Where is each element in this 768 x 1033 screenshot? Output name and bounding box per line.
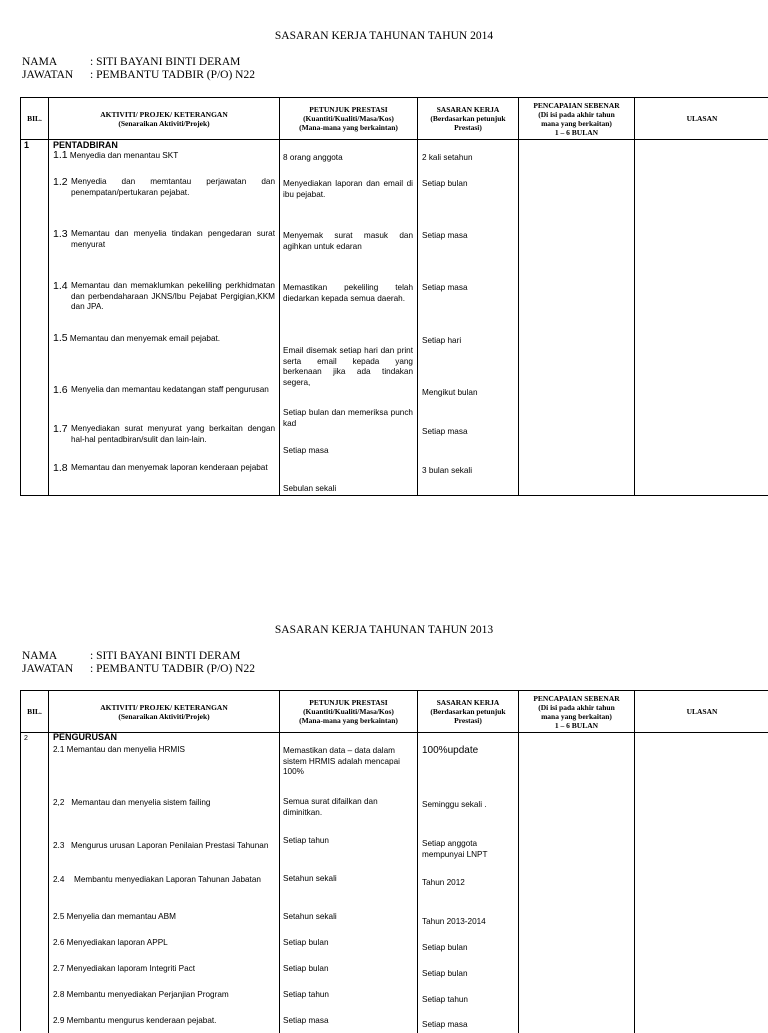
activity-item: 1.6 Menyelia dan memantau kedatangan staff pengurusan bbox=[53, 384, 269, 396]
indicator-cell: Memastikan pekeliling telah diedarkan kepada semua daerah. bbox=[283, 283, 413, 303]
indicator-cell: Setahun sekali bbox=[283, 874, 337, 883]
col-divider bbox=[518, 733, 519, 1033]
activity-item: 2.4 Membantu menyediakan Laporan Tahunan Jabatan bbox=[53, 875, 261, 884]
activity-item: 2.7 Menyediakan laporam Integriti Pact bbox=[53, 964, 196, 973]
activity-item: 2.3 Mengurus urusan Laporan Penilaian Prestasi Tahunan bbox=[53, 841, 269, 850]
target-cell: Tahun 2012 bbox=[422, 878, 465, 887]
section-title: PENTADBIRAN bbox=[53, 140, 118, 150]
activity-item: 2.5 Menyelia dan memantau ABM bbox=[53, 912, 176, 921]
indicator-cell: Email disemak setiap hari dan print serta email kepada yang berkenaan jika ada tindakan segera, bbox=[283, 346, 413, 387]
jawatan-line-2013 bbox=[22, 663, 255, 676]
indicator-cell: Menyediakan laporan dan email di ibu pejabat. bbox=[283, 179, 413, 199]
indicator-cell: Setahun sekali bbox=[283, 912, 337, 921]
indicator-cell: Setiap bulan bbox=[283, 938, 329, 947]
target-cell: Tahun 2013-2014 bbox=[422, 917, 486, 926]
nama-label: NAMA bbox=[22, 56, 58, 68]
indicator-cell: Sebulan sekali bbox=[283, 484, 337, 493]
target-cell: 100%update bbox=[422, 745, 479, 756]
target-cell: Setiap masa bbox=[422, 283, 468, 292]
activity-item: 2.1 Memantau dan menyelia HRMIS bbox=[53, 745, 185, 754]
header-ulasan: ULASAN bbox=[635, 98, 768, 140]
indicator-cell: Setiap bulan bbox=[283, 964, 329, 973]
jawatan-value: : PEMBANTU TADBIR (P/O) N22 bbox=[90, 69, 255, 81]
target-cell: 3 bulan sekali bbox=[422, 466, 473, 475]
col-divider bbox=[518, 140, 519, 495]
col-divider bbox=[634, 140, 635, 495]
col-divider bbox=[279, 733, 280, 1033]
doc-title-2014: SASARAN KERJA TAHUNAN TAHUN 2014 bbox=[274, 30, 494, 42]
col-divider bbox=[417, 733, 418, 1033]
header-pencapaian: PENCAPAIAN SEBENAR (Di isi pada akhir tahun mana yang berkaitan) 1 – 6 BULAN bbox=[519, 98, 635, 140]
indicator-cell: Setiap masa bbox=[283, 1016, 329, 1025]
activity-item: 2,2 Memantau dan menyelia sistem failing bbox=[53, 798, 211, 807]
section-title: PENGURUSAN bbox=[53, 732, 118, 742]
nama-line-2013 bbox=[22, 650, 240, 663]
target-cell: Setiap masa bbox=[422, 1020, 468, 1029]
target-cell: Seminggu sekali . bbox=[422, 800, 487, 809]
activity-item: 1.2 Menyedia dan memtantau perjawatan dan penempatan/pertukaran pejabat. bbox=[53, 176, 275, 197]
activity-item: 1.8 Memantau dan menyemak laporan kenderaan pejabat bbox=[53, 462, 268, 474]
col-divider bbox=[48, 140, 49, 495]
indicator-cell: 8 orang anggota bbox=[283, 153, 343, 162]
section-number: 1 bbox=[24, 140, 30, 150]
header-ulasan: ULASAN bbox=[635, 691, 768, 733]
section-number: 2 bbox=[24, 735, 28, 742]
col-divider bbox=[634, 733, 635, 1033]
col-divider bbox=[48, 733, 49, 1033]
header-aktiviti: AKTIVITI/ PROJEK/ KETERANGAN (Senaraikan Aktiviti/Projek) bbox=[49, 98, 280, 140]
header-petunjuk: PETUNJUK PRESTASI (Kuantiti/Kualiti/Masa/Kos) (Mana-mana yang berkaintan) bbox=[280, 98, 418, 140]
activity-item: 2.9 Membantu mengurus kenderaan pejabat. bbox=[53, 1016, 217, 1025]
target-cell: Setiap bulan bbox=[422, 943, 468, 952]
col-divider bbox=[279, 140, 280, 495]
indicator-cell: Setiap masa bbox=[283, 446, 329, 455]
target-cell: Setiap anggota mempunyai LNPT bbox=[422, 839, 488, 859]
target-cell: Setiap bulan bbox=[422, 179, 468, 188]
target-cell: 2 kali setahun bbox=[422, 153, 473, 162]
header-petunjuk: PETUNJUK PRESTASI (Kuantiti/Kualiti/Masa/Kos) (Mana-mana yang berkaintan) bbox=[280, 691, 418, 733]
indicator-cell: Setiap tahun bbox=[283, 836, 329, 845]
jawatan-value: : PEMBANTU TADBIR (P/O) N22 bbox=[90, 663, 255, 675]
activity-item: 1.7 Menyediakan surat menyurat yang berkaitan dengan hal-hal pentadbiran/sulit dan lain-lain. bbox=[53, 423, 275, 444]
nama-value: : SITI BAYANI BINTI DERAM bbox=[90, 56, 241, 68]
target-cell: Setiap masa bbox=[422, 231, 468, 240]
activity-item: 2.6 Menyediakan laporan APPL bbox=[53, 938, 168, 947]
nama-value: : SITI BAYANI BINTI DERAM bbox=[90, 650, 241, 662]
target-cell: Setiap hari bbox=[422, 336, 462, 345]
jawatan-label: JAWATAN bbox=[22, 663, 74, 675]
skt-table-2014 bbox=[20, 97, 768, 496]
target-cell: Mengikut bulan bbox=[422, 388, 478, 397]
indicator-cell: Menyemak surat masuk dan agihkan untuk edaran bbox=[283, 231, 413, 251]
jawatan-line-2014 bbox=[22, 69, 255, 82]
header-bil: BIL. bbox=[21, 98, 49, 140]
activity-item: 1.1 Menyedia dan menantau SKT bbox=[53, 149, 179, 161]
target-cell: Setiap tahun bbox=[422, 995, 468, 1004]
indicator-cell: Semua surat difailkan dan diminitkan. bbox=[283, 797, 378, 817]
header-sasaran: SASARAN KERJA (Berdasarkan petunjuk Prestasi) bbox=[418, 98, 519, 140]
activity-item: 1.4 Memantau dan memaklumkan pekeliling perkhidmatan dan perbendaharaan JKNS/Ibu Pejabat Pergigian,KKM dan JPA. bbox=[53, 280, 275, 311]
indicator-cell: Setiap bulan dan memeriksa punch kad bbox=[283, 408, 413, 428]
doc-title-2013: SASARAN KERJA TAHUNAN TAHUN 2013 bbox=[274, 624, 494, 636]
header-pencapaian: PENCAPAIAN SEBENAR (Di isi pada akhir tahun mana yang berkaitan) 1 – 6 BULAN bbox=[519, 691, 635, 733]
header-sasaran: SASARAN KERJA (Berdasarkan petunjuk Prestasi) bbox=[418, 691, 519, 733]
activity-item: 1.5 Memantau dan menyemak email pejabat. bbox=[53, 332, 221, 344]
skt-table-2013 bbox=[20, 690, 768, 1031]
col-divider bbox=[417, 140, 418, 495]
nama-label: NAMA bbox=[22, 650, 58, 662]
indicator-cell: Memastikan data – data dalam sistem HRMIS adalah mencapai 100% bbox=[283, 746, 400, 776]
activity-item: 1.3 Memantau dan menyelia tindakan pengedaran surat menyurat bbox=[53, 228, 275, 249]
activity-item: 2.8 Membantu menyediakan Perjanjian Program bbox=[53, 990, 229, 999]
target-cell: Setiap bulan bbox=[422, 969, 468, 978]
jawatan-label: JAWATAN bbox=[22, 69, 74, 81]
header-aktiviti: AKTIVITI/ PROJEK/ KETERANGAN (Senaraikan Aktiviti/Projek) bbox=[49, 691, 280, 733]
header-bil: BIL. bbox=[21, 691, 49, 733]
nama-line-2014 bbox=[22, 56, 240, 69]
target-cell: Setiap masa bbox=[422, 427, 468, 436]
indicator-cell: Setiap tahun bbox=[283, 990, 329, 999]
